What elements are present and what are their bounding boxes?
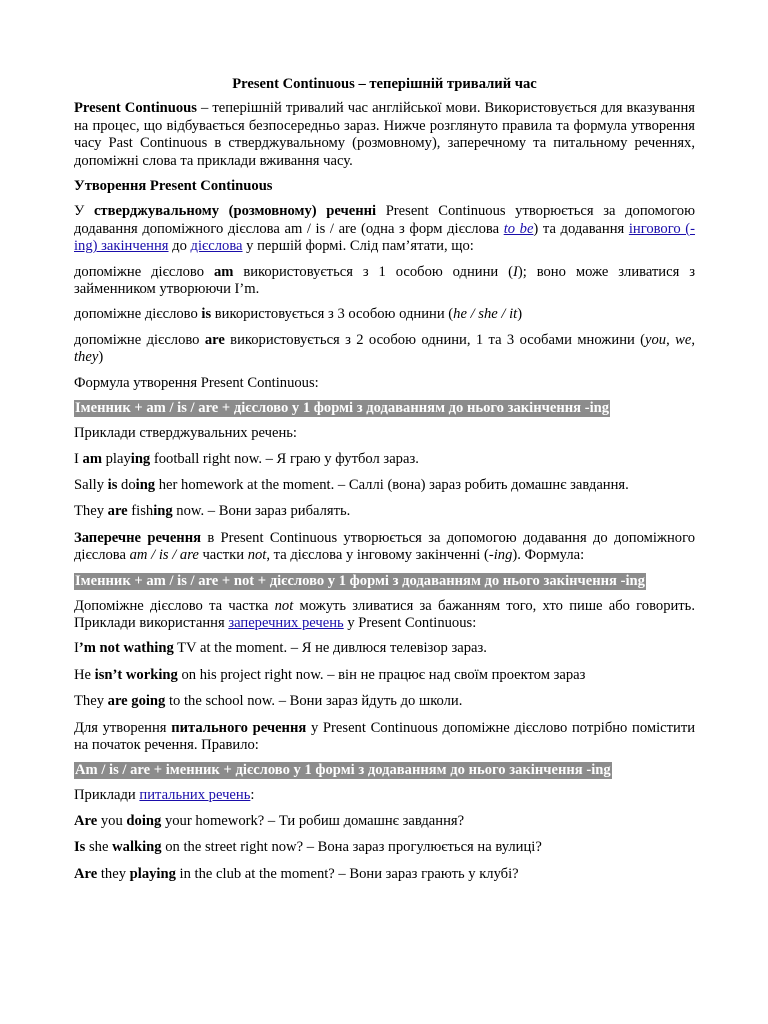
document-page xyxy=(74,76,695,892)
link-verb[interactable]: дієслова xyxy=(190,238,243,255)
negative-example-3: They are going to the school now. – Вони зараз йдуть до школи. xyxy=(74,693,463,710)
rule-am: допоміжне дієслово am використовується з 1 особою однини (I); воно може зливатися з займенником утворюючи I’m. xyxy=(74,263,695,298)
affirmative-example-2: Sally is doing her homework at the moment. – Саллі (вона) зараз робить домашнє завдання. xyxy=(74,476,629,493)
rule-is: допоміжне дієслово is використовується з 3 особою однини (he / she / it) xyxy=(74,306,523,323)
interrogative-example-3: Are they playing in the club at the moment? – Вони зараз грають у клубі? xyxy=(74,865,519,882)
examples-label: Приклади стверджувальних речень: xyxy=(74,425,297,442)
interrogative-examples-label: Приклади питальних речень: xyxy=(74,787,255,804)
intro-paragraph: Present Continuous – теперішній тривалий час англійської мови. Використовується для вказування на процес, що відбувається безпосередньо зараз. Нижче розглянуто правила та формула утворення часу Past Continuous в стверджувальному (розмовному), заперечному та питальному реченнях, допоміжні слова та приклади вживання часу. xyxy=(74,100,695,169)
negative-paragraph: Заперечне речення в Present Continuous утворюється за допомогою додавання до допоміжного дієслова am / is / are частки not, та дієслова у інговому закінченні (-ing). Формула: xyxy=(74,529,695,564)
negative-formula: Іменник + am / is / are + not + дієслово у 1 формі з додаванням до нього закінчення -ing xyxy=(75,572,645,589)
negative-example-1: I’m not wathing TV at the moment. – Я не дивлюся телевізор зараз. xyxy=(74,640,487,657)
formula-label: Формула утворення Present Continuous: xyxy=(74,374,319,391)
link-negative-sentences[interactable]: заперечних речень xyxy=(228,614,344,631)
link-ing-ending[interactable]: інгового (-ing) закінчення xyxy=(74,220,695,255)
affirmative-formula: Іменник + am / is / are + дієслово у 1 формі з додаванням до нього закінчення -ing xyxy=(75,400,610,417)
interrogative-example-2: Is she walking on the street right now? – Вона зараз прогулюється на вулиці? xyxy=(74,839,542,856)
link-to-be[interactable]: to be xyxy=(503,220,534,237)
interrogative-formula: Am / is / are + іменник + дієслово у 1 формі з додаванням до нього закінчення -ing xyxy=(75,762,611,779)
negative-note: Допоміжне дієслово та частка not можуть зливатися за бажанням того, хто пише або говорить. Приклади використання заперечних речень у Present Continuous: xyxy=(74,597,695,631)
affirmative-example-3: They are fishing now. – Вони зараз рибалять. xyxy=(74,503,351,520)
negative-example-2: He isn’t working on his project right now. – він не працює над своїм проектом зараз xyxy=(74,666,586,683)
rule-are: допоміжне дієслово are використовується з 2 особою однини, 1 та 3 особами множини (you, we, they) xyxy=(74,331,695,366)
section-heading: Утворення Present Continuous xyxy=(74,178,273,195)
interrogative-paragraph: Для утворення питального речення у Present Continuous допоміжне дієслово потрібно помістити на початок речення. Правило: xyxy=(74,719,696,753)
link-interrogative-sentences[interactable]: питальних речень xyxy=(139,787,251,804)
interrogative-example-1: Are you doing your homework? – Ти робиш домашнє завдання? xyxy=(74,812,465,829)
affirmative-paragraph: У стверджувальному (розмовному) реченні Present Continuous утворюється за допомогою додавання допоміжного дієслова am / is / are (одна з форм дієслова to be) та додавання інгового (-ing) закінчення до дієслова у першій формі. Слід пам’ятати, що: xyxy=(74,203,695,255)
affirmative-example-1: I am playing football right now. – Я граю у футбол зараз. xyxy=(74,450,419,467)
page-title: Present Continuous – теперішній тривалий час xyxy=(232,76,537,92)
